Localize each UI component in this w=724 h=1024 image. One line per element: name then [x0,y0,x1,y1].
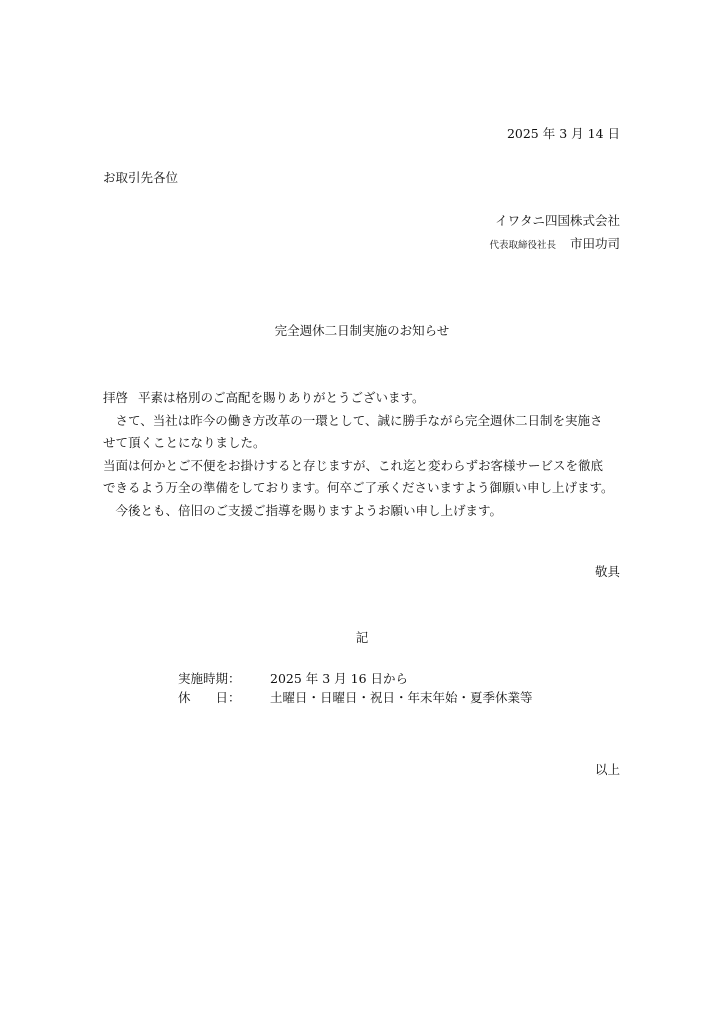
rep-name: 市田功司 [569,236,620,251]
greeting-opening: 拝啓 [103,390,129,405]
addressee: お取引先各位 [103,170,179,185]
document-date: 2025 年 3 月 14 日 [506,126,620,141]
document-title: 完全週休二日制実施のお知らせ [274,323,450,338]
details-row [178,688,533,707]
body-line: できるよう万全の準備をしております。何卒ご了承くださいますよう御願い申し上げます。 [103,480,614,496]
greeting-text: 平素は格別のご高配を賜りありがとうございます。 [138,390,425,405]
ki-heading: 記 [355,630,369,645]
body-line: せて頂くことになりました。 [103,435,266,451]
body-line: さて、当社は昨今の働き方改革の一環として、誠に勝手ながら完全週休二日制を実施さ [103,412,603,428]
greeting-line [103,387,625,410]
details-row [178,669,533,688]
body-line: 今後とも、倍旧のご支援ご指導を賜りますようお願い申し上げます。 [103,502,503,518]
end-ijou: 以上 [594,762,620,777]
details-value: 2025 年 3 月 16 日から [270,671,409,686]
rep-title: 代表取締役社長 [489,240,556,251]
sender-representative [489,234,620,252]
details-label: 休 日： [178,690,241,705]
sender-company: イワタニ四国株式会社 [495,213,620,228]
details-list [178,669,533,707]
details-label: 実施時期： [178,671,241,686]
closing-keigu: 敬具 [594,564,620,579]
details-value: 土曜日・日曜日・祝日・年末年始・夏季休業等 [270,690,533,705]
body-line: 当面は何かとご不便をお掛けすると存じますが、これ迄と変わらずお客様サービスを徹底 [103,457,604,473]
document-body [103,387,625,523]
